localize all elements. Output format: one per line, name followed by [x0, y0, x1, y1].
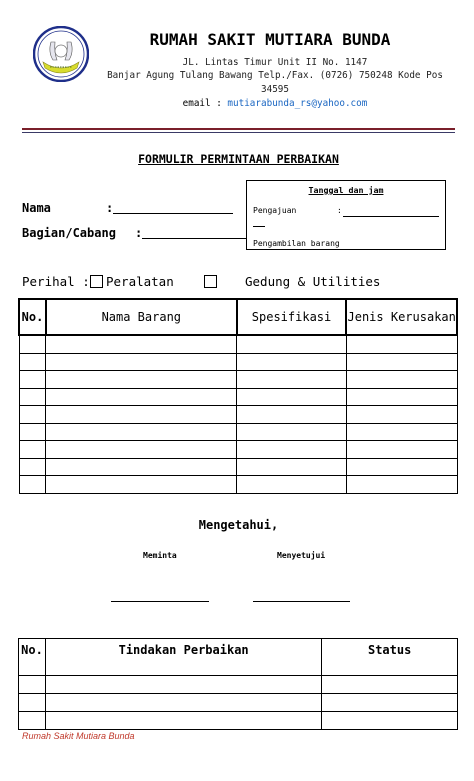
- table-cell[interactable]: [346, 371, 457, 389]
- pengajuan-field-wrap: [253, 226, 265, 227]
- table-row: [19, 423, 457, 441]
- table-cell[interactable]: [346, 335, 457, 353]
- pengambilan-label: Pengambilan barang: [253, 239, 340, 248]
- table-cell[interactable]: [45, 712, 321, 730]
- col-header-jenis-kerusakan: Jenis Kerusakan: [346, 299, 457, 335]
- col-header-nama-barang: Nama Barang: [46, 299, 237, 335]
- peralatan-checkbox[interactable]: [90, 275, 103, 288]
- col-header-no: No.: [19, 639, 46, 676]
- table-cell[interactable]: [19, 388, 46, 406]
- pengajuan-field[interactable]: [343, 216, 439, 217]
- table-cell[interactable]: [237, 335, 347, 353]
- table-cell[interactable]: [237, 458, 347, 476]
- table-cell[interactable]: [46, 353, 237, 371]
- meminta-signature-line[interactable]: [111, 601, 209, 602]
- table-cell[interactable]: [237, 423, 347, 441]
- table-cell[interactable]: [322, 694, 458, 712]
- table-cell[interactable]: [237, 388, 347, 406]
- table-cell[interactable]: [237, 441, 347, 459]
- table-row: [19, 335, 457, 353]
- footer-text: Rumah Sakit Mutiara Bunda: [22, 731, 135, 741]
- dept-colon: :: [135, 226, 143, 240]
- table-cell[interactable]: [45, 694, 321, 712]
- table-row: [19, 371, 457, 389]
- action-table-header: [19, 639, 458, 676]
- email-label: email :: [182, 98, 228, 109]
- table-cell[interactable]: [346, 423, 457, 441]
- table-cell[interactable]: [19, 423, 46, 441]
- table-cell[interactable]: [346, 476, 457, 494]
- menyetujui-label: Menyetujui: [277, 551, 326, 560]
- table-row: [19, 476, 457, 494]
- table-cell[interactable]: [19, 353, 46, 371]
- table-cell[interactable]: [346, 353, 457, 371]
- pengajuan-label: Pengajuan: [253, 206, 297, 215]
- dept-label: Bagian/Cabang: [22, 226, 116, 240]
- request-table-header: [19, 299, 457, 335]
- table-cell[interactable]: [19, 335, 46, 353]
- date-box-title: Tanggal dan jam: [308, 185, 384, 195]
- table-row: [19, 676, 458, 694]
- col-header-no: No.: [19, 299, 46, 335]
- table-cell[interactable]: [19, 712, 46, 730]
- header-rule-top: [22, 128, 455, 130]
- perihal-label: Perihal :: [22, 274, 90, 289]
- table-cell[interactable]: [346, 441, 457, 459]
- address-line-1: JL. Lintas Timur Unit II No. 1147: [182, 57, 368, 68]
- table-cell[interactable]: [45, 676, 321, 694]
- table-row: [19, 712, 458, 730]
- table-row: [19, 388, 457, 406]
- table-cell[interactable]: [46, 441, 237, 459]
- gedung-label: Gedung & Utilities: [245, 274, 381, 289]
- table-cell[interactable]: [46, 388, 237, 406]
- col-header-status: Status: [322, 639, 458, 676]
- meminta-label: Meminta: [143, 551, 177, 560]
- name-label: Nama: [22, 201, 51, 215]
- col-header-spesifikasi: Spesifikasi: [237, 299, 347, 335]
- table-row: [19, 441, 457, 459]
- table-cell[interactable]: [46, 335, 237, 353]
- table-cell[interactable]: [46, 458, 237, 476]
- table-cell[interactable]: [19, 406, 46, 424]
- table-cell[interactable]: [46, 423, 237, 441]
- dept-field[interactable]: [142, 238, 246, 239]
- table-cell[interactable]: [346, 406, 457, 424]
- table-cell[interactable]: [322, 712, 458, 730]
- col-header-tindakan: Tindakan Perbaikan: [45, 639, 321, 676]
- name-colon: :: [106, 201, 114, 215]
- email-line: [100, 98, 450, 109]
- table-cell[interactable]: [237, 371, 347, 389]
- name-field[interactable]: [113, 213, 233, 214]
- table-cell[interactable]: [19, 694, 46, 712]
- gedung-checkbox[interactable]: [204, 275, 217, 288]
- peralatan-label: Peralatan: [106, 274, 174, 289]
- address-line-3: 34595: [261, 84, 289, 95]
- table-cell[interactable]: [19, 676, 46, 694]
- request-table: [18, 298, 458, 494]
- header-rule-bottom: [22, 132, 455, 133]
- date-time-box: [246, 180, 446, 250]
- menyetujui-signature-line[interactable]: [253, 601, 350, 602]
- table-cell[interactable]: [19, 476, 46, 494]
- approval-title: Mengetahui,: [198, 518, 279, 532]
- table-cell[interactable]: [46, 476, 237, 494]
- form-title: FORMULIR PERMINTAAN PERBAIKAN: [138, 152, 339, 166]
- hospital-logo-icon: [33, 26, 89, 82]
- table-cell[interactable]: [322, 676, 458, 694]
- table-cell[interactable]: [19, 441, 46, 459]
- table-cell[interactable]: [19, 371, 46, 389]
- table-cell[interactable]: [19, 458, 46, 476]
- table-cell[interactable]: [346, 388, 457, 406]
- table-row: [19, 458, 457, 476]
- table-row: [19, 694, 458, 712]
- address-line-2: Banjar Agung Tulang Bawang Telp./Fax. (0726) 750248 Kode Pos: [107, 70, 443, 81]
- table-cell[interactable]: [346, 458, 457, 476]
- table-cell[interactable]: [46, 371, 237, 389]
- hospital-name: RUMAH SAKIT MUTIARA BUNDA: [149, 30, 391, 49]
- table-cell[interactable]: [237, 353, 347, 371]
- table-cell[interactable]: [237, 406, 347, 424]
- table-row: [19, 353, 457, 371]
- table-cell[interactable]: [46, 406, 237, 424]
- pengajuan-colon: :: [337, 206, 342, 215]
- action-table: [18, 638, 458, 730]
- table-row: [19, 406, 457, 424]
- email-link[interactable]: mutiarabunda_rs@yahoo.com: [227, 98, 368, 109]
- table-cell[interactable]: [237, 476, 347, 494]
